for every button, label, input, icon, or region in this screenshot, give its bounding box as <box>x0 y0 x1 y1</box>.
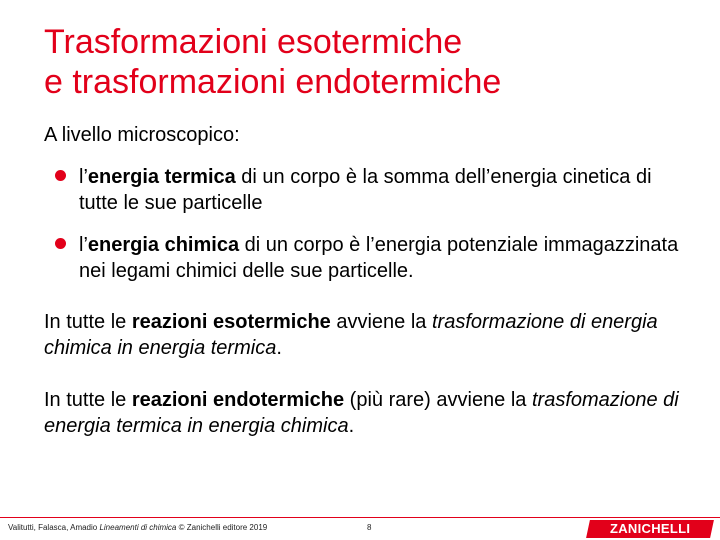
paragraph-term: reazioni esotermiche <box>131 311 331 333</box>
paragraph-exothermic <box>44 309 694 361</box>
footer-divider <box>0 517 720 518</box>
paragraph-endothermic <box>44 387 694 439</box>
publisher-logo <box>586 520 714 538</box>
paragraph-prefix: In tutte le <box>44 389 132 411</box>
slide-title-line-2: e trasformazioni endotermiche <box>44 63 502 101</box>
bullet-dot-icon <box>55 238 66 249</box>
paragraph-middle: avviene la <box>330 311 432 333</box>
paragraph-middle: (più rare) avviene la <box>344 389 532 411</box>
paragraph-term: reazioni endotermiche <box>131 389 345 411</box>
paragraph-emphasis: trasformazione di energia chimica in energia termica <box>44 311 658 359</box>
footer-authors: Valitutti, Falasca, Amadio <box>8 523 100 532</box>
paragraph-prefix: In tutte le <box>44 311 132 333</box>
footer-book-title: Lineamenti di chimica <box>99 523 177 532</box>
publisher-logo-text: ZANICHELLI <box>609 521 691 536</box>
slide-title-line-1: Trasformazioni esotermiche <box>44 23 463 61</box>
bullet-text: di un corpo è l’energia potenziale immagazzinata nei legami chimici delle sue particelle. <box>79 234 679 282</box>
bullet-list <box>44 164 684 300</box>
bullet-term: energia chimica <box>87 234 240 256</box>
slide-title <box>44 22 694 102</box>
bullet-prefix: l’ <box>79 166 88 188</box>
footer-publisher: © Zanichelli editore 2019 <box>176 523 268 532</box>
footer-credit <box>8 523 267 533</box>
paragraph-emphasis: trasfomazione di energia termica in energia chimica <box>44 389 679 437</box>
paragraph-end: . <box>276 337 282 359</box>
intro-text: A livello microscopico: <box>44 124 240 146</box>
bullet-text: di un corpo è la somma dell’energia cinetica di tutte le sue particelle <box>79 166 652 214</box>
bullet-dot-icon <box>55 170 66 181</box>
bullet-term: energia termica <box>87 166 236 188</box>
bullet-item-chemical-energy <box>44 232 684 284</box>
bullet-prefix: l’ <box>79 234 88 256</box>
bullet-item-thermal-energy <box>44 164 684 216</box>
page-number: 8 <box>367 523 372 532</box>
paragraph-end: . <box>348 415 355 437</box>
